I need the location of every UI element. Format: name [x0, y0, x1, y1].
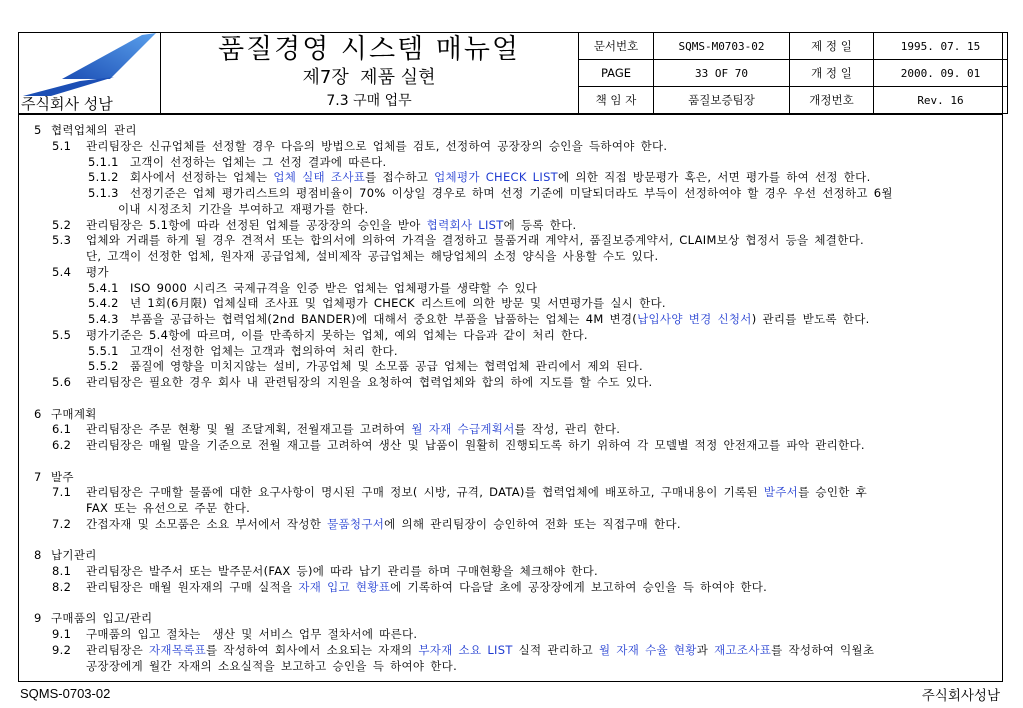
- clause-line: [0, 344, 1023, 360]
- clause-line: [0, 517, 1023, 533]
- section-number: 7: [34, 469, 42, 484]
- clause-line: [0, 627, 1023, 643]
- clause-line: [0, 422, 1023, 438]
- clause-continuation: [0, 202, 1023, 218]
- footer-company: 주식회사성남: [921, 688, 1000, 704]
- clause-number: 9.1: [52, 627, 72, 641]
- clause-line: [0, 233, 1023, 249]
- chapter-title: 제7장 제품 실현: [302, 67, 436, 88]
- clause-line: [0, 359, 1023, 375]
- clause-line: [0, 312, 1023, 328]
- clause-text: 품질에 영향을 미치지않는 설비, 가공업체 및 소모품 공급 업체는 협력업체 관리에서 제외 된다.: [130, 359, 643, 374]
- clause-text: 업체와 거래를 하게 될 경우 견적서 또는 합의서에 의하여 가격을 결정하고 물품거래 계약서, 품질보증계약서, CLAIM보상 협정서 등을 체결한다.: [86, 233, 864, 248]
- clause-text: 년 1회(6月限) 업체실태 조사표 및 업체평가 CHECK 리스트에 의한 방문 및 서면평가를 실시 한다.: [130, 296, 666, 311]
- footer-doc-code: SQMS-0703-02: [20, 686, 111, 701]
- owner-label: 책 임 자: [579, 87, 654, 114]
- clause-line: [0, 643, 1023, 659]
- clause-number: 5.4: [52, 264, 72, 279]
- section-heading: [0, 548, 1023, 564]
- section-heading: [0, 470, 1023, 486]
- section-heading-text: 발주: [51, 469, 74, 484]
- clause-text: 관리팀장은 구매할 물품에 대한 요구사항이 명시된 구매 정보( 시방, 규격, DATA)를 협력업체에 배포하고, 구매내용이 기록된: [86, 485, 764, 500]
- form-reference: 월 자재 수율 현황: [598, 642, 697, 657]
- clause-text: 를 작성하여 회사에서 소요되는 자재의: [206, 642, 419, 657]
- clause-text: 관리팀장은 매월 원자재의 구매 실적을: [86, 579, 299, 594]
- info-row: [579, 60, 1008, 87]
- section-heading-text: 구매계획: [51, 406, 97, 421]
- company-swoosh-logo-icon: [18, 32, 160, 98]
- clause-continuation: [0, 659, 1023, 675]
- clause-number: 5.5.2: [88, 359, 119, 374]
- form-reference: 협력회사 LIST: [426, 217, 504, 232]
- clause-text: 간접자재 및 소모품은 소요 부서에서 작성한: [86, 516, 328, 531]
- clause-text: 관리팀장은 필요한 경우 회사 내 관련팀장의 지원을 요청하여 협력업체와 합의 하에 지도를 할 수도 있다.: [86, 375, 653, 389]
- clause-number: 5.1.3: [88, 186, 119, 200]
- clause-line: [0, 186, 1023, 202]
- section-heading-text: 납기관리: [51, 548, 97, 563]
- clause-number: 5.1.1: [88, 154, 119, 169]
- section-heading-text: 협력업체의 관리: [51, 123, 137, 137]
- clause-text: FAX 또는 유선으로 주문 한다.: [86, 501, 251, 515]
- clause-line: [0, 170, 1023, 186]
- clause-text: 를 승인한 후: [798, 485, 868, 500]
- section-heading: [0, 407, 1023, 423]
- clause-text: 실적 관리하고: [512, 642, 599, 657]
- clause-number: 5.6: [52, 375, 72, 389]
- clause-text: 공장장에게 월간 자재의 소요실적을 보고하고 승인을 득 하여야 한다.: [86, 658, 458, 673]
- clause-line: [0, 580, 1023, 596]
- section-number: 9: [34, 611, 42, 626]
- manual-title: 품질경영 시스템 매뉴얼: [218, 34, 520, 65]
- form-reference: 발주서: [763, 485, 799, 500]
- title-block: [160, 32, 578, 113]
- clause-number: 7.1: [52, 485, 72, 500]
- clause-text: 를 작성하여 익월초: [771, 642, 875, 657]
- clause-number: 6.2: [52, 438, 72, 452]
- clause-line: [0, 139, 1023, 155]
- clause-number: 6.1: [52, 422, 72, 437]
- section-number: 8: [34, 548, 42, 563]
- clause-text: 에 의한 직접 방문평가 혹은, 서면 평가를 하여 선정 한다.: [558, 170, 871, 185]
- clause-text: 부품을 공급하는 협력업체(2nd BANDER)에 대해서 중요한 부품을 납품하는 업체는 4M 변경(: [130, 312, 638, 326]
- clause-text: 를 작성, 관리 한다.: [514, 422, 621, 437]
- clause-text: 고객이 선정하는 업체는 그 선정 결과에 따른다.: [130, 154, 387, 169]
- clause-text: 관리팀장은 매월 말을 기준으로 전월 재고를 고려하여 생산 및 납품이 원활히 진행되도록 하기 위하여 각 모델별 적정 안전재고를 파악 관리한다.: [86, 438, 865, 452]
- clause-number: 8.1: [52, 564, 72, 578]
- page-label: PAGE: [579, 60, 654, 87]
- form-reference: 월 자재 수급계획서: [411, 422, 515, 437]
- enact-date-value: 1995. 07. 15: [874, 33, 1008, 60]
- clause-number: 5.1: [52, 138, 72, 153]
- clause-line: [0, 296, 1023, 312]
- clause-line: [0, 265, 1023, 281]
- clause-text: 선정기준은 업체 평가리스트의 평점비율이 70% 이상일 경우로 하며 선정 기준에 미달되더라도 부득이 선정하여야 할 경우 우선 선정하고 6월: [130, 186, 893, 200]
- document-info-table: [578, 32, 1008, 114]
- clause-number: 5.4.1: [88, 280, 119, 295]
- form-reference: 재고조사표: [714, 642, 772, 657]
- clause-text: 회사에서 선정하는 업체는: [130, 170, 274, 185]
- clause-number: 9.2: [52, 642, 72, 657]
- clause-text: 구매품의 입고 절차는 생산 및 서비스 업무 절차서에 따른다.: [86, 627, 418, 641]
- clause-text: 를 접수하고: [365, 170, 435, 185]
- doc-number-label: 문서번호: [579, 33, 654, 60]
- clause-line: [0, 564, 1023, 580]
- clause-number: 5.2: [52, 217, 72, 232]
- clause-text: 관리팀장은 발주서 또는 발주문서(FAX 등)에 따라 납기 관리를 하며 구매현황을 체크해야 한다.: [86, 564, 598, 578]
- form-reference: 업체 실태 조사표: [273, 170, 366, 185]
- clause-number: 5.3: [52, 233, 72, 248]
- section-heading: [0, 611, 1023, 627]
- info-row: [579, 87, 1008, 114]
- revision-label: 개정번호: [790, 87, 874, 114]
- section-heading-text: 구매품의 입고/관리: [51, 611, 153, 626]
- info-row: [579, 33, 1008, 60]
- revise-date-label: 개 정 일: [790, 60, 874, 87]
- clause-text: 고객이 선정한 업체는 고객과 협의하여 처리 한다.: [130, 343, 398, 358]
- clause-text: 단, 고객이 선정한 업체, 원자재 공급업체, 설비제작 공급업체는 해당업체의 소정 양식을 사용할 수도 있다.: [86, 249, 659, 263]
- form-reference: 자재목록표: [149, 642, 207, 657]
- clause-number: 7.2: [52, 516, 72, 531]
- clause-line: [0, 328, 1023, 344]
- clause-line: [0, 281, 1023, 297]
- section-heading: [0, 123, 1023, 139]
- form-reference: 납입사양 변경 신청서: [637, 312, 752, 326]
- revise-date-value: 2000. 09. 01: [874, 60, 1008, 87]
- form-reference: 물품청구서: [327, 516, 385, 531]
- clause-number: 5.5.1: [88, 343, 119, 358]
- clause-line: [0, 485, 1023, 501]
- clause-text: 관리팀장은 신규업체를 선정할 경우 다음의 방법으로 업체를 검토, 선정하여 공장장의 승인을 득하여야 한다.: [86, 138, 668, 153]
- clause-text: 관리팀장은 주문 현황 및 월 조달계획, 전월재고를 고려하여: [86, 422, 412, 437]
- clause-continuation: [0, 249, 1023, 265]
- clause-text: 과: [696, 642, 715, 657]
- clause-text: 평가: [86, 264, 109, 279]
- clause-number: 5.4.2: [88, 296, 119, 311]
- clause-number: 5.4.3: [88, 312, 119, 326]
- clause-line: [0, 375, 1023, 391]
- clause-continuation: [0, 501, 1023, 517]
- body-text: [0, 123, 1023, 674]
- clause-number: 8.2: [52, 579, 72, 594]
- section-number: 6: [34, 406, 42, 421]
- enact-date-label: 제 정 일: [790, 33, 874, 60]
- form-reference: 업체평가 CHECK LIST: [434, 170, 559, 185]
- clause-text: 에 기록하여 다음달 초에 공장장에게 보고하여 승인을 득 하여야 한다.: [390, 579, 768, 594]
- clause-line: [0, 438, 1023, 454]
- clause-text: ISO 9000 시리즈 국제규격을 인증 받은 업체는 업체평가를 생략할 수 있다: [130, 280, 538, 295]
- page-value: 33 OF 70: [654, 60, 790, 87]
- owner-value: 품질보증팀장: [654, 87, 790, 114]
- section-number: 5: [34, 123, 42, 137]
- clause-text: 이내 시정조치 기간을 부여하고 재평가를 한다.: [118, 201, 369, 216]
- clause-text: 평가기준은 5.4항에 따르며, 이를 만족하지 못하는 업체, 예외 업체는 다음과 같이 처리 한다.: [86, 327, 588, 342]
- revision-value: Rev. 16: [874, 87, 1008, 114]
- clause-number: 5.5: [52, 327, 72, 342]
- form-reference: 자재 입고 현황표: [298, 579, 391, 594]
- section-title: 7.3 구매 업무: [326, 93, 412, 109]
- clause-text: 관리팀장은 5.1항에 따라 선정된 업체를 공장장의 승인을 받아: [86, 217, 427, 232]
- clause-line: [0, 155, 1023, 171]
- form-reference: 부자재 소요 LIST: [418, 642, 513, 657]
- clause-text: 에 의해 관리팀장이 승인하여 전화 또는 직접구매 한다.: [384, 516, 681, 531]
- clause-line: [0, 218, 1023, 234]
- clause-text: 관리팀장은: [86, 642, 149, 657]
- clause-text: 에 등록 한다.: [503, 217, 577, 232]
- company-name: 주식회사 성남: [21, 95, 113, 113]
- doc-number-value: SQMS-M0703-02: [654, 33, 790, 60]
- clause-number: 5.1.2: [88, 170, 119, 185]
- clause-text: ) 관리를 받도록 한다.: [751, 312, 870, 326]
